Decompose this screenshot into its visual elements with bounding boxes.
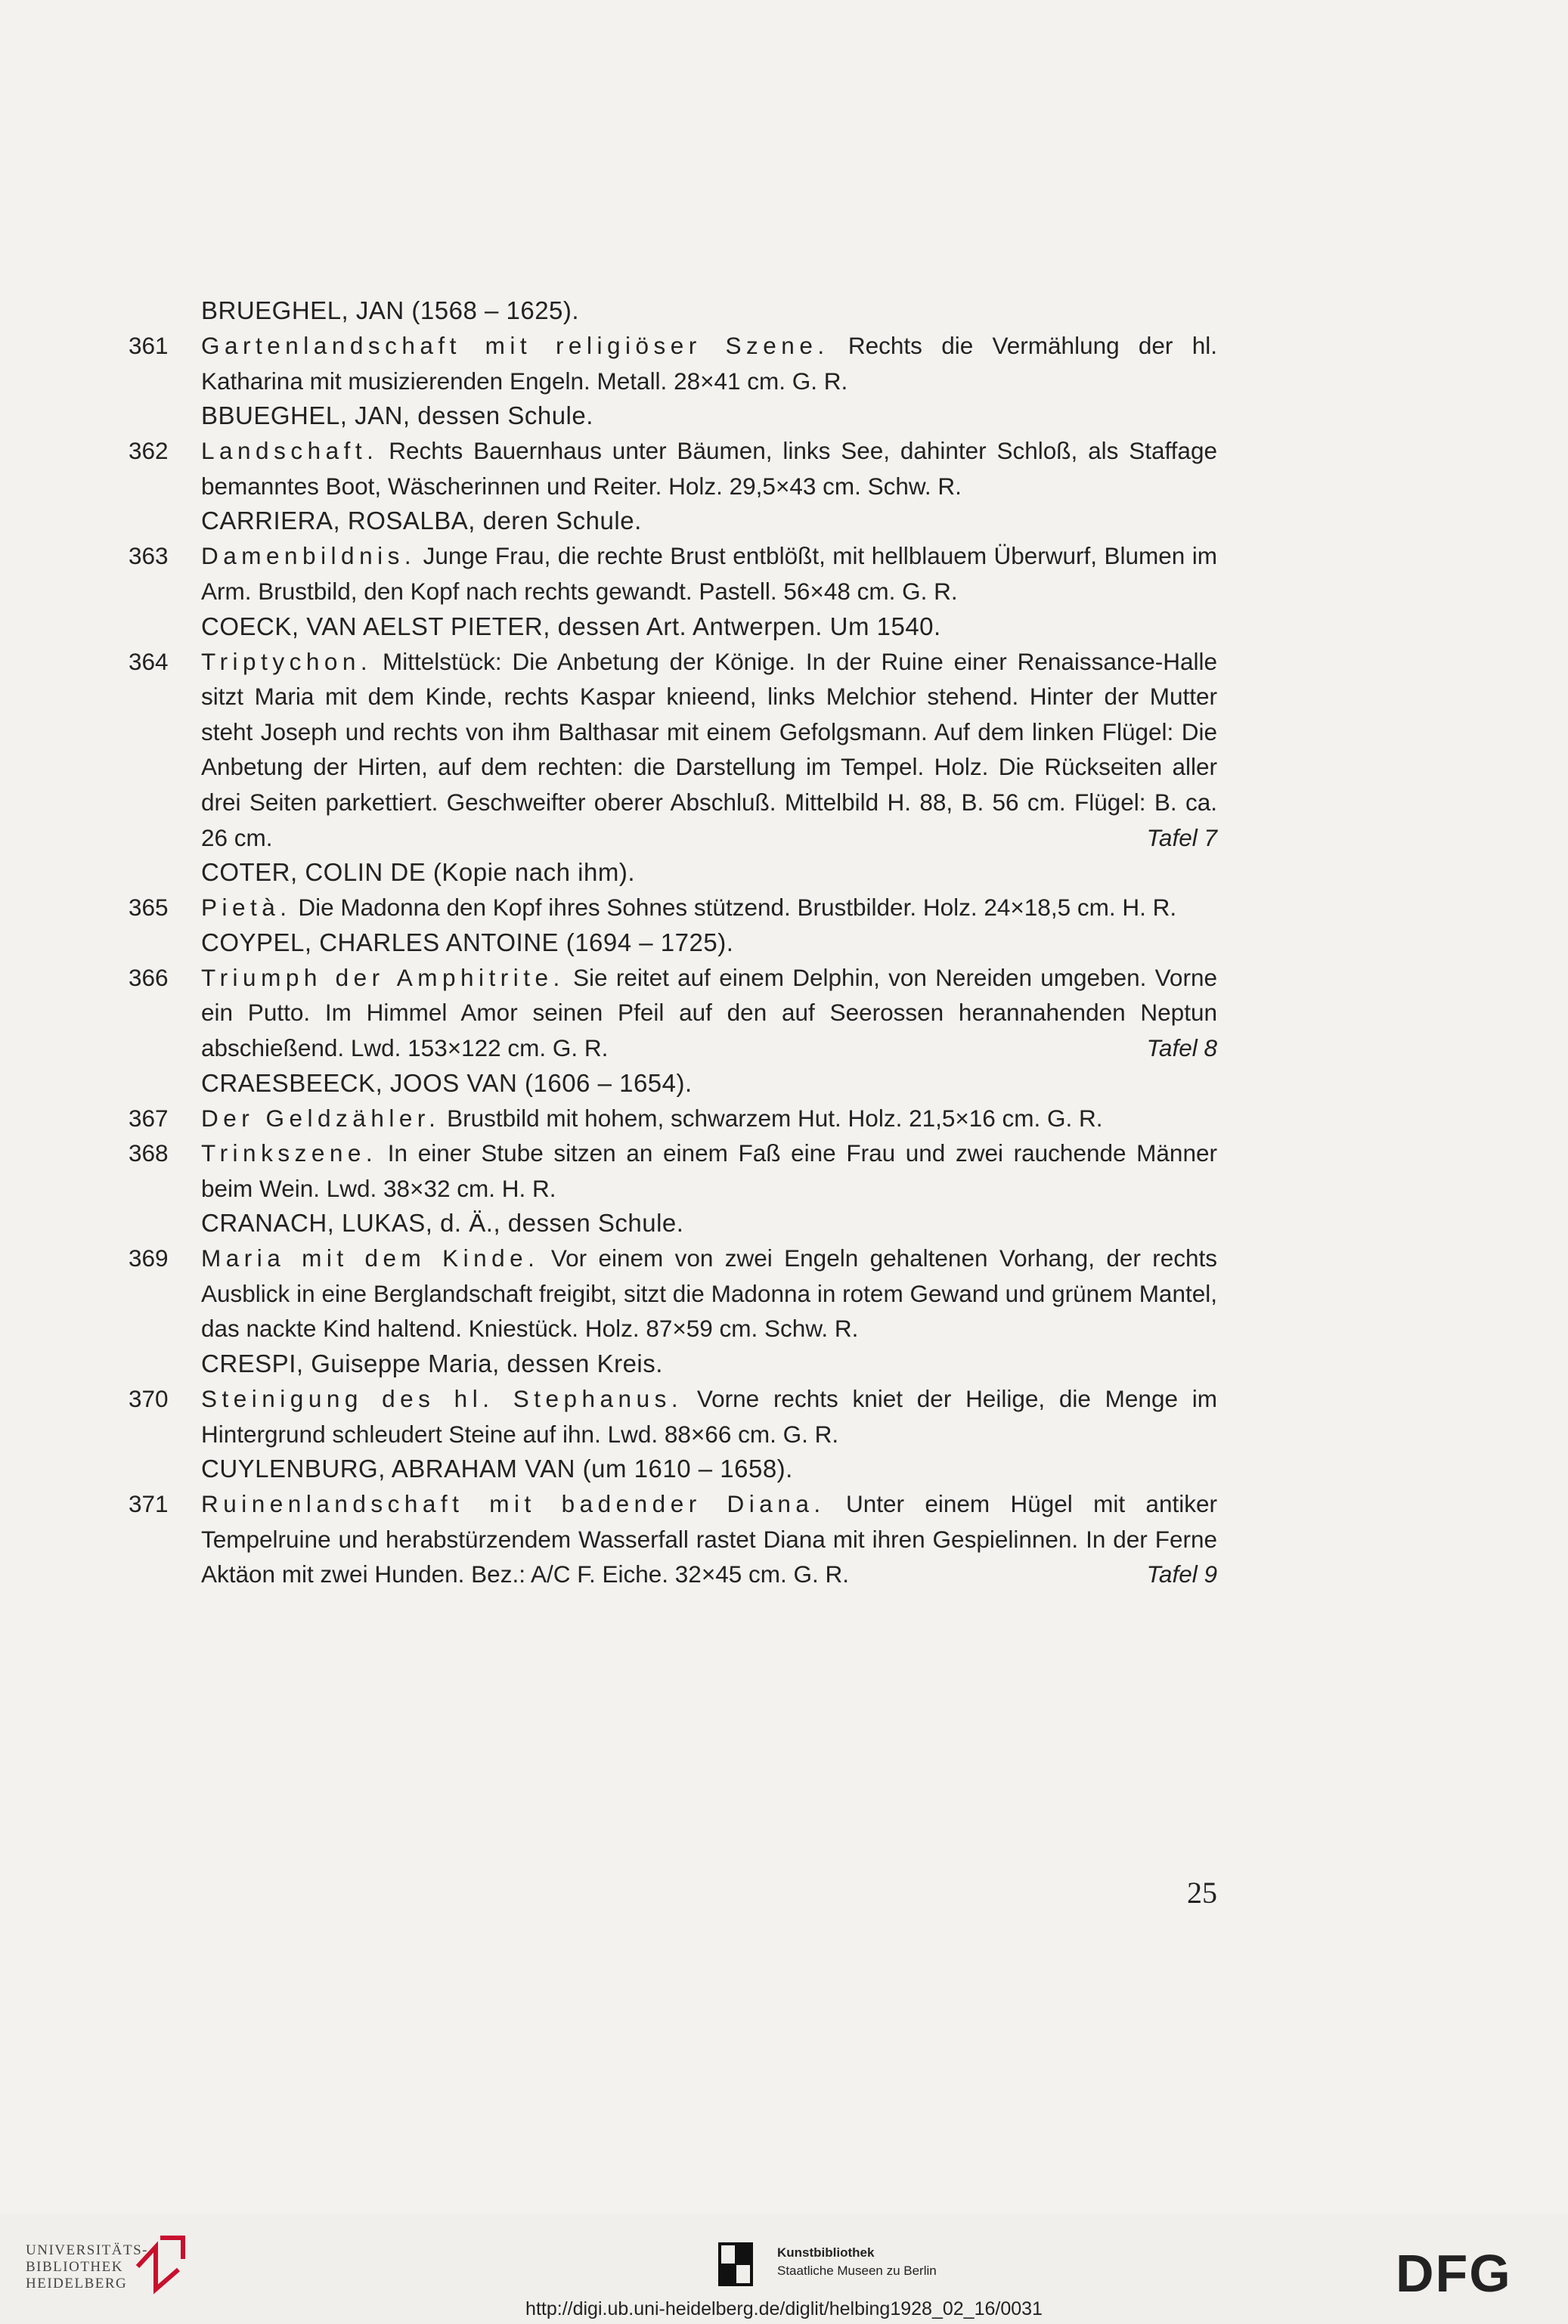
entry-title: Damenbildnis.	[201, 542, 417, 570]
entry-number: 367	[129, 1104, 169, 1132]
catalog-entry	[129, 960, 1217, 1066]
footer-bar	[0, 2214, 1568, 2324]
entry-description: Rechts Bauernhaus unter Bäumen, links See, dahinter Schloß, als Staffage bemanntes Boot, Wäscherinnen und Reiter. Holz. 29,5×43 cm. Schw. R.	[201, 437, 1217, 500]
entry-description: Vorne rechts kniet der Heilige, die Menge im Hintergrund schleudert Steine auf ihn. Lwd. 88×66 cm. G. R.	[201, 1385, 1217, 1448]
catalog-entry	[129, 644, 1217, 856]
artist-heading: CRESPI, Guiseppe Maria, dessen Kreis.	[201, 1349, 663, 1378]
artist-heading: CARRIERA, ROSALBA, deren Schule.	[201, 507, 642, 535]
entry-number: 366	[129, 963, 169, 991]
catalog-entry	[129, 328, 1217, 398]
catalog-entries	[129, 293, 1217, 1592]
page-number: 25	[1187, 1876, 1217, 1910]
entry-description: Vor einem von zwei Engeln gehaltenen Vorhang, der rechts Ausblick in eine Berglandschaft freigibt, sitzt die Madonna in rotem Gewand und grünem Mantel, das nackte Kind haltend. Kniestück. Holz. 87×59 cm. Schw. R.	[201, 1244, 1217, 1343]
entry-description: Brustbild mit hohem, schwarzem Hut. Holz. 21,5×16 cm. G. R.	[447, 1104, 1103, 1132]
artist-heading: CRANACH, LUKAS, d. Ä., dessen Schule.	[201, 1209, 684, 1238]
kunstbibliothek-label: Kunstbibliothek Staatliche Museen zu Berlin	[777, 2245, 937, 2278]
plate-reference: Tafel 8	[1146, 1033, 1217, 1061]
entry-number: 361	[129, 332, 169, 359]
entry-description: In einer Stube sitzen an einem Faß eine Frau und zwei rauchende Männer beim Wein. Lwd. 38×32 cm. H. R.	[201, 1139, 1217, 1202]
catalog-entry	[129, 1241, 1217, 1346]
entry-title: Steinigung des hl. Stephanus.	[201, 1385, 683, 1413]
entry-title: Maria mit dem Kinde.	[201, 1244, 540, 1272]
plate-reference: Tafel 7	[1146, 823, 1217, 851]
entry-description: Sie reitet auf einem Delphin, von Nereiden umgeben. Vorne ein Putto. Im Himmel Amor seinen Pfeil auf den auf Seerossen herannahenden Neptun abschießend. Lwd. 153×122 cm. G. R.	[201, 963, 1217, 1061]
catalog-entry	[129, 433, 1217, 504]
dfg-logo: DFG	[1396, 2244, 1512, 2303]
artist-heading: BRUEGHEL, JAN (1568 – 1625).	[201, 296, 580, 324]
entry-number: 365	[129, 894, 169, 922]
catalog-entry	[129, 1381, 1217, 1452]
entry-description: Junge Frau, die rechte Brust entblößt, mit hellblauem Überwurf, Blumen im Arm. Brustbild, den Kopf nach rechts gewandt. Pastell. 56×48 cm. G. R.	[201, 542, 1217, 605]
artist-heading: CUYLENBURG, ABRAHAM VAN (um 1610 – 1658).	[201, 1455, 793, 1483]
entry-title: Triumph der Amphitrite.	[201, 963, 565, 991]
artist-heading: CRAESBEECK, JOOS VAN (1606 – 1654).	[201, 1068, 693, 1097]
entry-title: Der Geldzähler.	[201, 1104, 441, 1132]
source-url[interactable]: http://digi.ub.uni-heidelberg.de/diglit/helbing1928_02_16/0031	[525, 2298, 1043, 2319]
catalog-entry	[129, 890, 1217, 925]
university-library-name: UNIVERSITÄTS- BIBLIOTHEK HEIDELBERG	[26, 2242, 148, 2291]
entry-number: 370	[129, 1385, 169, 1413]
catalog-entry	[129, 1136, 1217, 1206]
artist-heading: COYPEL, CHARLES ANTOINE (1694 – 1725).	[201, 928, 734, 956]
entry-number: 369	[129, 1244, 169, 1272]
entry-number: 371	[129, 1490, 169, 1518]
entry-number: 364	[129, 647, 169, 675]
entry-number: 363	[129, 542, 169, 570]
catalog-entry	[129, 1101, 1217, 1136]
kunstbibliothek-logo-icon	[718, 2242, 753, 2286]
catalog-entry	[129, 538, 1217, 609]
entry-title: Triptychon.	[201, 647, 373, 675]
artist-heading: BBUEGHEL, JAN, dessen Schule.	[201, 401, 593, 430]
entry-title: Gartenlandschaft mit religiöser Szene.	[201, 332, 829, 359]
catalog-entry	[129, 1486, 1217, 1592]
entry-title: Landschaft.	[201, 437, 379, 465]
entry-title: Trinkszene.	[201, 1139, 378, 1167]
entry-title: Pietà.	[201, 894, 292, 922]
entry-number: 362	[129, 437, 169, 465]
entry-title: Ruinenlandschaft mit badender Diana.	[201, 1490, 826, 1518]
entry-description: Unter einem Hügel mit antiker Tempelruine und herabstürzendem Wasserfall rastet Diana mit ihren Gespielinnen. In der Ferne Aktäon mit zwei Hunden. Bez.: A/C F. Eiche. 32×45 cm. G. R.	[201, 1490, 1217, 1588]
entry-description: Die Madonna den Kopf ihres Sohnes stützend. Brustbilder. Holz. 24×18,5 cm. H. R.	[298, 894, 1177, 922]
artist-heading: COTER, COLIN DE (Kopie nach ihm).	[201, 858, 635, 887]
entry-description: Mittelstück: Die Anbetung der Könige. In der Ruine einer Renaissance-Halle sitzt Maria mit dem Kinde, rechts Kaspar knieend, links Melchior stehend. Hinter der Mutter steht Joseph und rechts von ihm Balthasar mit einem Gefolgsmann. Auf dem linken Flügel: Die Anbetung der Hirten, auf dem rechten: die Darstellung im Tempel. Holz. Die Rückseiten aller drei Seiten parkettiert. Geschweifter oberer Abschluß. Mittelbild H. 88, B. 56 cm. Flügel: B. ca. 26 cm.	[201, 647, 1217, 851]
artist-heading: COECK, VAN AELST PIETER, dessen Art. Antwerpen. Um 1540.	[201, 612, 941, 640]
entry-number: 368	[129, 1139, 169, 1167]
entry-description: Rechts die Vermählung der hl. Katharina mit musizierenden Engeln. Metall. 28×41 cm. G. R.	[201, 332, 1217, 395]
university-library-logo-icon	[133, 2232, 187, 2297]
plate-reference: Tafel 9	[1146, 1560, 1217, 1588]
